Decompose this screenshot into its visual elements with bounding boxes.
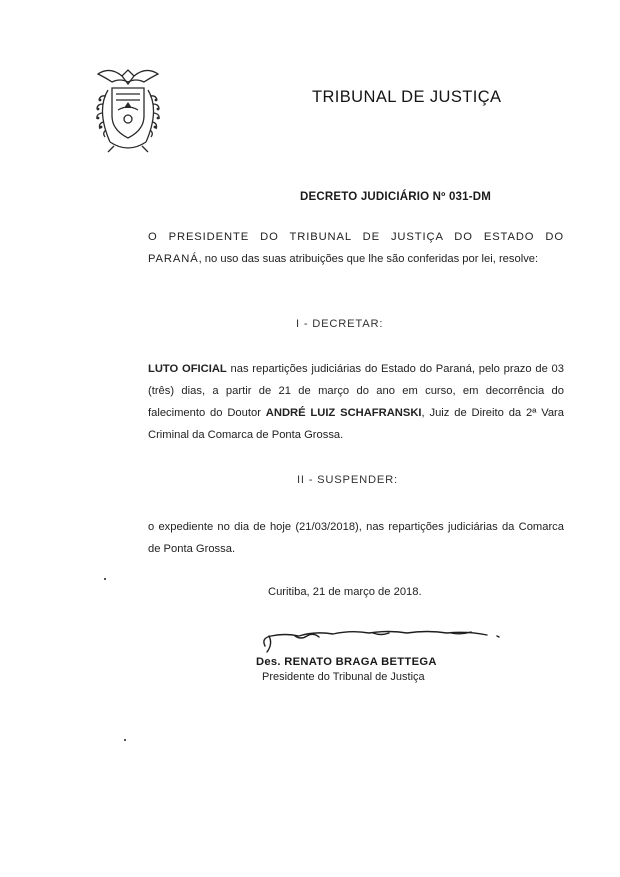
luto-oficial-label: LUTO OFICIAL [148,363,227,375]
signer-role: Presidente do Tribunal de Justiça [262,671,425,683]
signer-name: Des. RENATO BRAGA BETTEGA [256,656,437,668]
section-1-text-b: , Juiz de Direito da 2ª Vara Criminal da Comarca de Ponta Grossa. [148,407,564,441]
section-1-heading: I - DECRETAR: [296,318,384,330]
section-2-paragraph: o expediente no dia de hoje (21/03/2018), nas repartições judiciárias da Comarca de Ponta Grossa. [148,521,564,555]
handwritten-signature [255,624,505,658]
scan-speck [104,578,106,580]
section-1-paragraph [148,358,564,446]
decree-title: DECRETO JUDICIÁRIO Nº 031-DM [300,191,492,203]
place-date: Curitiba, 21 de março de 2018. [268,586,422,598]
section-2-heading: II - SUSPENDER: [297,474,398,486]
section-1-text-a: nas repartições judiciárias do Estado do Paraná, pelo prazo de 03 (três) dias, a partir de 21 de março do ano em curso, em decorrência do falecimento do Doutor [148,363,564,419]
scan-speck [124,739,126,741]
decree-intro [148,226,564,270]
deceased-name: ANDRÉ LUIZ SCHAFRANSKI [265,407,422,419]
court-name: TRIBUNAL DE JUSTIÇA [312,88,502,106]
decree-intro-lead: O PRESIDENTE DO TRIBUNAL DE JUSTIÇA DO ESTADO DO PARANÁ [148,231,564,265]
parana-coat-of-arms-icon [88,64,168,156]
decree-intro-rest: , no uso das suas atribuições que lhe são conferidas por lei, resolve: [198,253,539,265]
